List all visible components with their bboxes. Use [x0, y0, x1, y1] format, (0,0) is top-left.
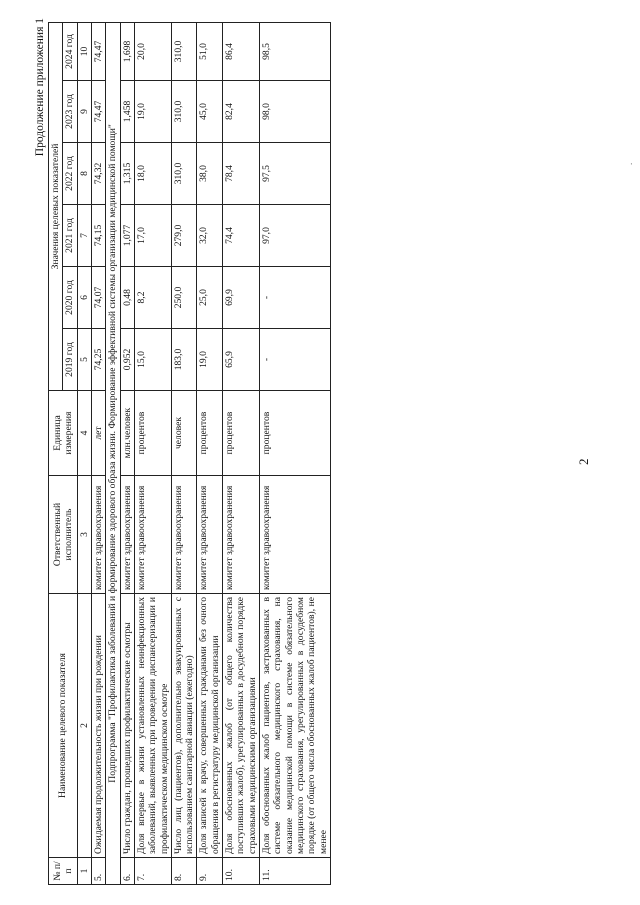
page-number: 2 [576, 458, 591, 465]
indicator-name: Доля обоснованных жалоб пациентов, застрахованных в системе обязательного медицинского страхования, на оказание медицинской помощи в системе обязательного медицинского страхования, урегулированных в досудебном порядке (от общего числа обоснованных жалоб пациентов), не менее [260, 594, 331, 858]
row-number: 8. [171, 858, 197, 885]
header-executor: Ответственный исполнитель [49, 476, 78, 594]
value-cell: 74,07 [91, 267, 105, 329]
header-year: 2020 год [63, 267, 77, 329]
value-cell: 310,0 [171, 81, 197, 143]
executor: комитет здравоохранения [120, 476, 134, 594]
row-number: 9. [197, 858, 223, 885]
value-cell: 279,0 [171, 205, 197, 267]
value-cell: 20,0 [134, 22, 171, 80]
column-index: 9 [77, 81, 91, 143]
value-cell: 98,0 [260, 81, 331, 143]
value-cell: 19,0 [197, 329, 223, 391]
value-cell: 15,0 [134, 329, 171, 391]
table-row [260, 22, 331, 884]
column-index: 8 [77, 143, 91, 205]
value-cell: 183,0 [171, 329, 197, 391]
column-index-row [77, 22, 91, 884]
value-cell: 1,698 [120, 22, 134, 80]
row-number: 10. [223, 858, 260, 885]
header-year: 2019 год [63, 329, 77, 391]
continuation-label: Продолжение приложения 1 [34, 18, 46, 157]
subprogram-row [106, 22, 120, 884]
unit: лет [91, 391, 105, 476]
unit: процентов [197, 391, 223, 476]
value-cell: 1,315 [120, 143, 134, 205]
value-cell: 82,4 [223, 81, 260, 143]
header-unit: Единица измерения [49, 391, 78, 476]
value-cell: 74,47 [91, 22, 105, 80]
indicator-name: Доля записей к врачу, совершенных гражданами без очного обращения в регистратуру медицинской организации [197, 594, 223, 858]
header-name: Наименование целевого показателя [49, 594, 78, 858]
column-index: 4 [77, 391, 91, 476]
value-cell: - [260, 267, 331, 329]
unit: процентов [223, 391, 260, 476]
header-num: № п/п [49, 858, 78, 885]
header-values-group: Значения целевых показателей [49, 22, 63, 390]
row-number: 6. [120, 858, 134, 885]
value-cell: 32,0 [197, 205, 223, 267]
value-cell: 74,15 [91, 205, 105, 267]
value-cell: 78,4 [223, 143, 260, 205]
margin-note: . [624, 162, 634, 165]
indicator-name: Ожидаемая продолжительность жизни при рождении [91, 594, 105, 858]
value-cell: 0,952 [120, 329, 134, 391]
value-cell: 0,48 [120, 267, 134, 329]
executor: комитет здравоохранения [223, 476, 260, 594]
unit: человек [171, 391, 197, 476]
value-cell: 74,4 [223, 205, 260, 267]
value-cell: 8,2 [134, 267, 171, 329]
table-row [197, 22, 223, 884]
executor: комитет здравоохранения [171, 476, 197, 594]
value-cell: 74,25 [91, 329, 105, 391]
value-cell: 86,4 [223, 22, 260, 80]
column-index: 3 [77, 476, 91, 594]
value-cell: - [260, 329, 331, 391]
row-number: 7. [134, 858, 171, 885]
value-cell: 18,0 [134, 143, 171, 205]
column-index: 10 [77, 22, 91, 80]
indicator-name: Доля впервые в жизни установленных неинфекционных заболеваний, выявленных при проведении диспансеризации и профилактическом медицинском осмотре [134, 594, 171, 858]
value-cell: 45,0 [197, 81, 223, 143]
unit: млн.человек [120, 391, 134, 476]
executor: комитет здравоохранения [91, 476, 105, 594]
value-cell: 51,0 [197, 22, 223, 80]
row-number: 5. [91, 858, 105, 885]
indicator-name: Число лиц (пациентов), дополнительно эвакуированных с использованием санитарной авиации (ежегодно) [171, 594, 197, 858]
unit: процентов [260, 391, 331, 476]
column-index: 2 [77, 594, 91, 858]
table-row [223, 22, 260, 884]
executor: комитет здравоохранения [197, 476, 223, 594]
column-index: 6 [77, 267, 91, 329]
column-index: 5 [77, 329, 91, 391]
column-index: 7 [77, 205, 91, 267]
value-cell: 69,9 [223, 267, 260, 329]
header-year: 2021 год [63, 205, 77, 267]
indicator-name: Доля обоснованных жалоб (от общего количества поступивших жалоб), урегулированных в досудебном порядке страховыми медицинскими организациями [223, 594, 260, 858]
value-cell: 97,5 [260, 143, 331, 205]
table-row [91, 22, 105, 884]
indicators-table [48, 22, 331, 885]
table-row [120, 22, 134, 884]
value-cell: 17,0 [134, 205, 171, 267]
value-cell: 1,458 [120, 81, 134, 143]
value-cell: 65,9 [223, 329, 260, 391]
value-cell: 25,0 [197, 267, 223, 329]
table-row [171, 22, 197, 884]
value-cell: 98,5 [260, 22, 331, 80]
value-cell: 74,32 [91, 143, 105, 205]
table-row [134, 22, 171, 884]
executor: комитет здравоохранения [260, 476, 331, 594]
indicator-name: Число граждан, прошедших профилактические осмотры [120, 594, 134, 858]
table-body [120, 22, 330, 884]
value-cell: 74,47 [91, 81, 105, 143]
unit: процентов [134, 391, 171, 476]
header-year: 2024 год [63, 22, 77, 80]
subprogram-title: Подпрограмма "Профилактика заболеваний и формирование здорового образа жизни. Формирование эффективной системы организации медицинской помощи" [106, 22, 120, 884]
header-year: 2022 год [63, 143, 77, 205]
value-cell: 310,0 [171, 143, 197, 205]
value-cell: 1,077 [120, 205, 134, 267]
value-cell: 97,0 [260, 205, 331, 267]
value-cell: 38,0 [197, 143, 223, 205]
executor: комитет здравоохранения [134, 476, 171, 594]
value-cell: 310,0 [171, 22, 197, 80]
value-cell: 19,0 [134, 81, 171, 143]
header-year: 2023 год [63, 81, 77, 143]
value-cell: 250,0 [171, 267, 197, 329]
column-index: 1 [77, 858, 91, 885]
row-number: 11. [260, 858, 331, 885]
